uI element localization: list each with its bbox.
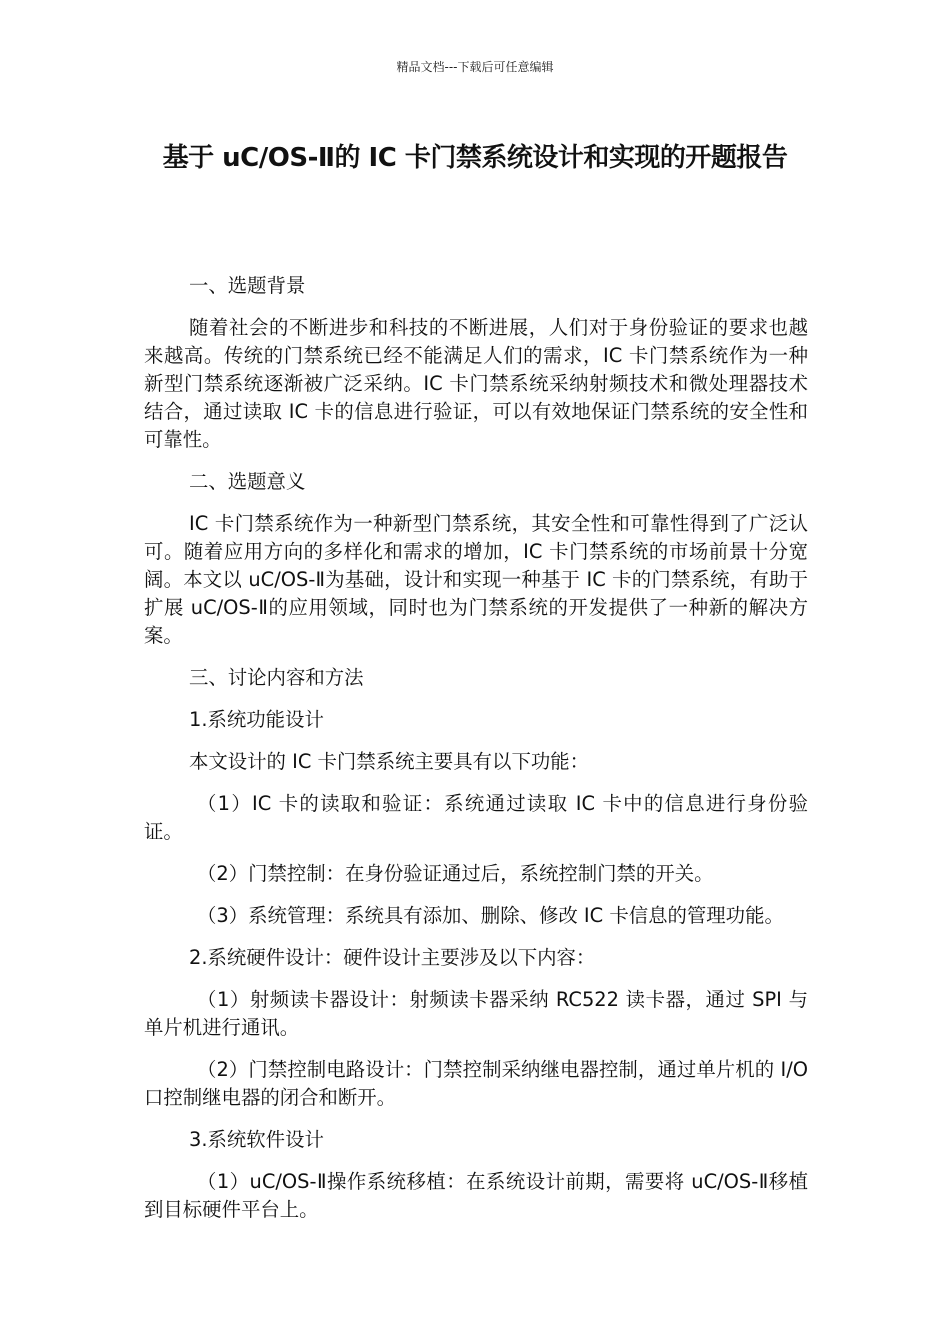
section-heading-content-methods: 三、讨论内容和方法	[189, 666, 364, 689]
section-heading-background: 一、选题背景	[189, 274, 306, 297]
paragraph-function-intro: 本文设计的 IC 卡门禁系统主要具有以下功能：	[189, 750, 590, 773]
paragraph-significance: IC 卡门禁系统作为一种新型门禁系统，其安全性和可靠性得到了广泛认可。随着应用方向的多样化和需求的增加，IC 卡门禁系统的市场前景十分宽阔。本文以 uC/OS-Ⅱ为基础，设计和实现一种基于 IC 卡的门禁系统，有助于扩展 uC/OS-Ⅱ的应用领域，同时也为门禁系统的开发提供了一种新的解决方案。	[144, 512, 808, 647]
list-item-system-management: （3）系统管理：系统具有添加、删除、修改 IC 卡信息的管理功能。	[197, 904, 784, 927]
subheading-software-design: 3.系统软件设计	[189, 1128, 324, 1151]
paragraph-background: 随着社会的不断进步和科技的不断进展，人们对于身份验证的要求也越来越高。传统的门禁系统已经不能满足人们的需求，IC 卡门禁系统作为一种新型门禁系统逐渐被广泛采纳。IC 卡门禁系统采纳射频技术和微处理器技术结合，通过读取 IC 卡的信息进行验证，可以有效地保证门禁系统的安全性和可靠性。	[144, 316, 808, 451]
list-item-door-circuit: （2）门禁控制电路设计：门禁控制采纳继电器控制，通过单片机的 I/O 口控制继电器的闭合和断开。	[144, 1058, 808, 1109]
section-heading-significance: 二、选题意义	[189, 470, 306, 493]
list-item-rf-reader: （1）射频读卡器设计：射频读卡器采纳 RC522 读卡器，通过 SPI 与单片机进行通讯。	[144, 988, 808, 1039]
list-item-os-porting: （1）uC/OS-Ⅱ操作系统移植：在系统设计前期，需要将 uC/OS-Ⅱ移植到目标硬件平台上。	[144, 1170, 808, 1221]
subheading-function-design: 1.系统功能设计	[189, 708, 324, 731]
list-item-card-read: （1）IC 卡的读取和验证：系统通过读取 IC 卡中的信息进行身份验证。	[144, 792, 808, 843]
list-item-door-control: （2）门禁控制：在身份验证通过后，系统控制门禁的开关。	[197, 862, 714, 885]
document-title: 基于 uC/OS-Ⅱ的 IC 卡门禁系统设计和实现的开题报告	[162, 143, 788, 173]
page-header-note: 精品文档---下载后可任意编辑	[396, 60, 554, 74]
subheading-hardware-design: 2.系统硬件设计：硬件设计主要涉及以下内容：	[189, 946, 596, 969]
document-body	[144, 272, 808, 1238]
